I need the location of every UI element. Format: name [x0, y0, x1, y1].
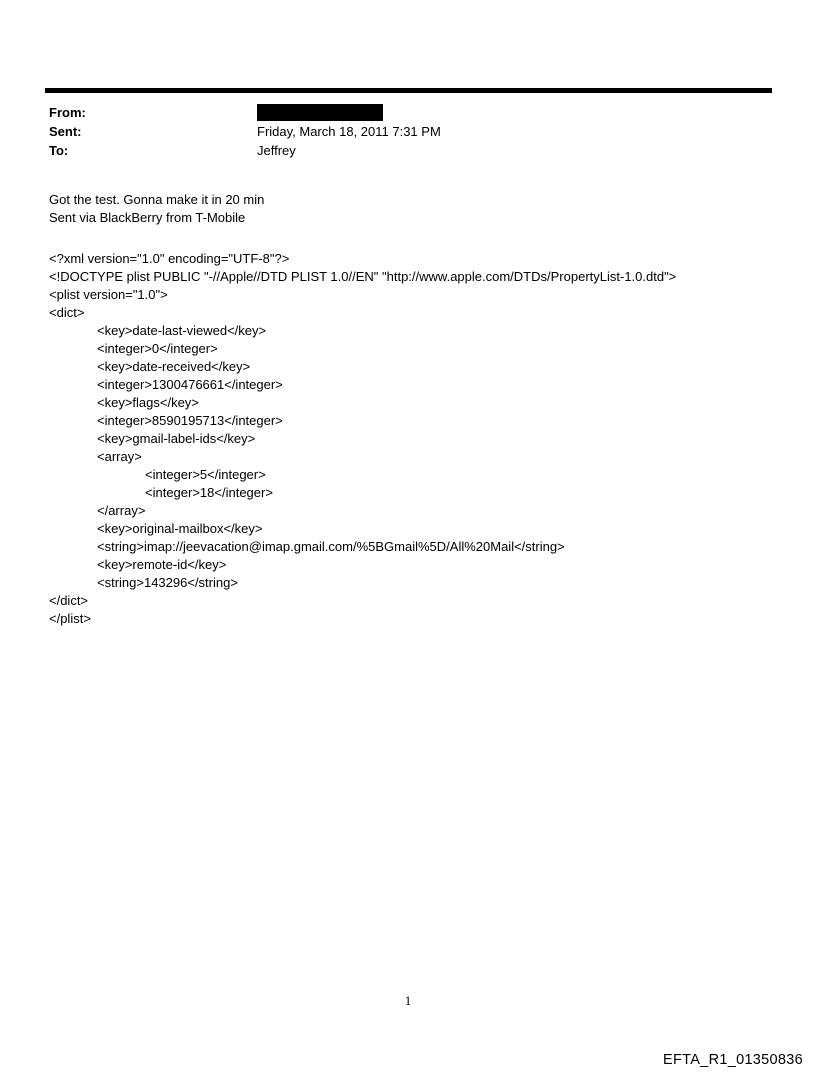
- message-line: Sent via BlackBerry from T-Mobile: [49, 210, 246, 225]
- bates-number: EFTA_R1_01350836: [663, 1052, 803, 1068]
- header-divider-rule: [45, 88, 772, 93]
- email-message-body: [49, 191, 264, 227]
- xml-line: <integer>0</integer>: [97, 341, 218, 356]
- xml-line: </plist>: [49, 611, 91, 626]
- xml-line: <key>date-last-viewed</key>: [97, 323, 267, 338]
- xml-line: <key>date-received</key>: [97, 359, 251, 374]
- xml-line: <!DOCTYPE plist PUBLIC "-//Apple//DTD PLIST 1.0//EN" "http://www.apple.com/DTDs/PropertyList-1.0.dtd">: [49, 269, 677, 284]
- xml-line: <integer>18</integer>: [145, 485, 273, 500]
- header-field-label: From:: [49, 105, 86, 120]
- xml-line: <key>flags</key>: [97, 395, 199, 410]
- redaction-bar: [257, 104, 383, 121]
- xml-line: <integer>8590195713</integer>: [97, 413, 283, 428]
- xml-line: </dict>: [49, 593, 89, 608]
- header-field-value: Friday, March 18, 2011 7:31 PM: [257, 124, 441, 139]
- xml-line: <dict>: [49, 305, 85, 320]
- email-header: [49, 103, 441, 160]
- xml-line: <key>remote-id</key>: [97, 557, 227, 572]
- header-row-to: [49, 141, 441, 160]
- xml-line: <?xml version="1.0" encoding="UTF-8"?>: [49, 251, 290, 266]
- xml-line: <string>imap://jeevacation@imap.gmail.com/%5BGmail%5D/All%20Mail</string>: [97, 539, 565, 554]
- plist-xml-block: [49, 250, 676, 628]
- header-row-sent: [49, 122, 441, 141]
- xml-line: <key>gmail-label-ids</key>: [97, 431, 256, 446]
- header-field-value: Jeffrey: [257, 143, 296, 158]
- xml-line: <integer>5</integer>: [145, 467, 266, 482]
- xml-line: <array>: [97, 449, 142, 464]
- xml-line: </array>: [97, 503, 146, 518]
- message-line: Got the test. Gonna make it in 20 min: [49, 192, 265, 207]
- xml-line: <key>original-mailbox</key>: [97, 521, 263, 536]
- header-row-from: [49, 103, 441, 122]
- xml-line: <string>143296</string>: [97, 575, 238, 590]
- header-field-label: Sent:: [49, 124, 82, 139]
- page-number: 1: [404, 993, 412, 1008]
- xml-line: <integer>1300476661</integer>: [97, 377, 283, 392]
- header-field-label: To:: [49, 143, 69, 158]
- xml-line: <plist version="1.0">: [49, 287, 168, 302]
